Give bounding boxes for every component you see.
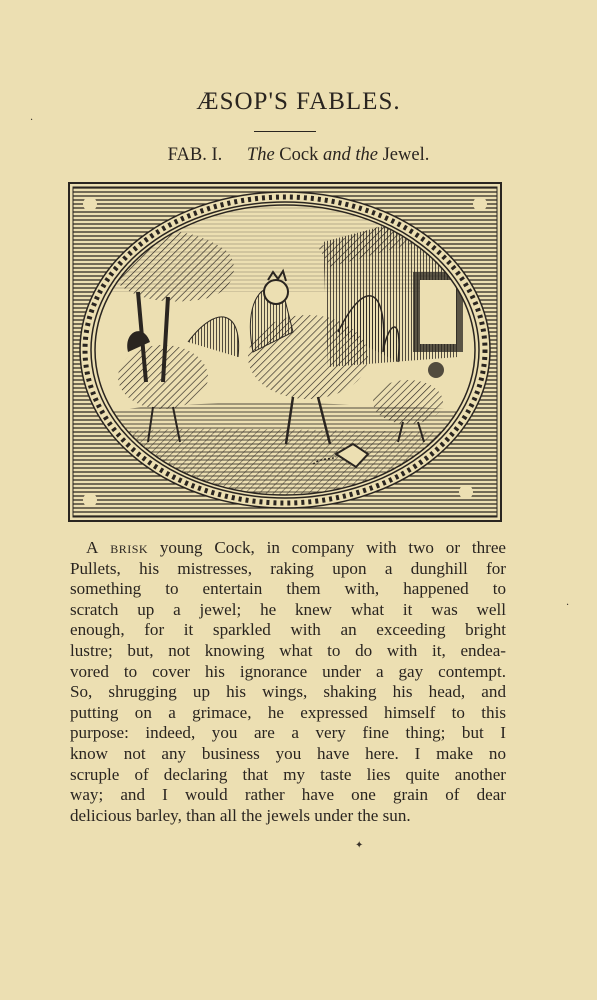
dropword: A brisk [86,538,149,557]
text-line-14: delicious barley, than all the jewels under the sun. [70,805,411,825]
text-line-8: So, shrugging up his wings, shaking his head, and [70,682,506,702]
fable-title-jewel: Jewel. [382,145,430,165]
fable-title-the: The [246,145,275,165]
text-line-10: purpose: indeed, you are a very fine thing; but I [70,723,506,743]
text-line-13: way; and I would rather have one grain of dear [70,785,506,805]
fable-heading [0,145,597,166]
fable-text [70,538,506,826]
title-rule [254,131,316,132]
text-line-6: lustre; but, not knowing what to do with it, endea- [70,640,506,660]
text-line-7: vored to cover his ignorance under a gay contempt. [70,661,506,681]
running-head: ÆSOP'S FABLES. [196,88,401,115]
engraving-cock-and-jewel-icon [68,182,502,522]
fable-number: FAB. I. [167,145,223,165]
text-line-4: scratch up a jewel; he knew what it was well [70,599,506,619]
fable-title-cock: Cock [279,145,319,165]
ink-speck: · [566,600,570,611]
text-line-11: know not any business you have here. I make no [70,743,506,763]
text-line-3: something to entertain them with, happened to [70,579,506,599]
fable-title-the-2: the [355,145,378,165]
ink-speck: · [30,115,34,126]
text-line-9: putting on a grimace, he expressed himself to this [70,702,506,722]
text-line-2: Pullets, his mistresses, raking upon a dunghill for [70,558,506,578]
fable-title-and: and [322,145,351,165]
text-line-5: enough, for it sparkled with an exceeding bright [70,620,506,640]
text-line-1: A brisk young Cock, in company with two or three [86,538,506,557]
text-line-12: scruple of declaring that my taste lies quite another [70,764,506,784]
ink-speck: ✦ [355,840,364,851]
